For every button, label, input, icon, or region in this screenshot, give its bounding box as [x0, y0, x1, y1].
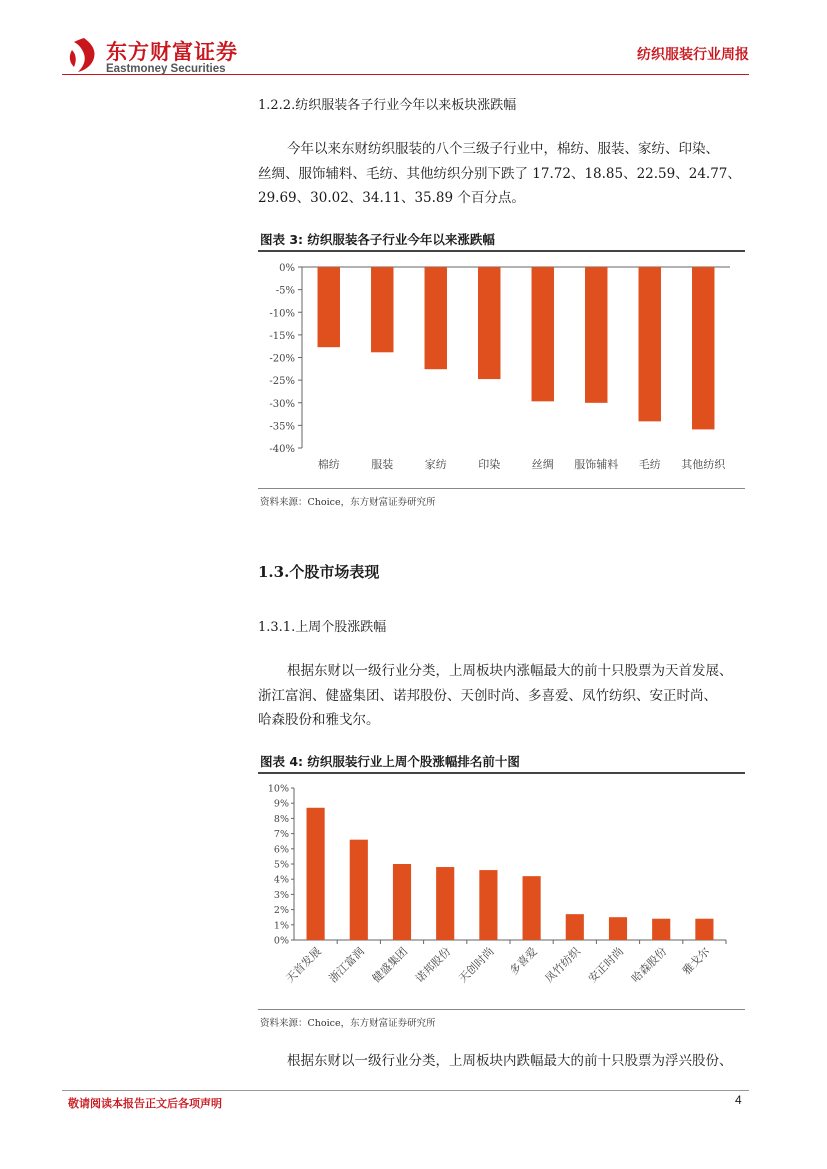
- subindustry-bar-chart: [258, 254, 748, 484]
- y-tick-label: -5%: [275, 285, 295, 297]
- x-category-label: 诺邦股份: [413, 944, 454, 986]
- y-tick-label: -30%: [269, 398, 295, 410]
- figure-3-bottom-rule: [258, 488, 745, 489]
- paragraph-line: 今年以来东财纺织服装的八个三级子行业中，棉纺、服装、家纺、印染、: [287, 141, 719, 157]
- x-category-label: 服饰辅料: [574, 458, 619, 471]
- x-category-label: 家纺: [424, 458, 447, 471]
- logo-chinese-name: 东方财富证券: [106, 40, 238, 64]
- bar: [585, 267, 607, 403]
- x-category-label: 哈森股份: [629, 944, 670, 986]
- y-tick-label: -35%: [269, 421, 295, 433]
- bar: [436, 867, 454, 940]
- figure-4-source: 资料来源：Choice，东方财富证券研究所: [260, 1018, 436, 1029]
- bar: [479, 870, 497, 940]
- figure-3-title: 图表 3: 纺织服装各子行业今年以来涨跌幅: [260, 232, 495, 247]
- top-gainers-bar-chart: [258, 776, 748, 1006]
- bar: [609, 917, 627, 940]
- y-tick-label: 10%: [267, 783, 289, 795]
- paragraph-subindustry-performance: [258, 137, 758, 211]
- bar: [478, 267, 500, 379]
- paragraph-line: 丝绸、服饰辅料、毛纺、其他纺织分别下跌了 17.72、18.85、22.59、24.77、: [258, 165, 741, 182]
- y-tick-label: -20%: [269, 353, 295, 365]
- y-tick-label: 2%: [273, 905, 289, 917]
- bar: [652, 919, 670, 940]
- bar: [393, 864, 411, 940]
- figure-4-title: 图表 4: 纺织服装行业上周个股涨幅排名前十图: [260, 754, 520, 769]
- x-category-label: 天创时尚: [456, 944, 497, 986]
- page-number: 4: [735, 1093, 742, 1107]
- bar: [639, 267, 661, 421]
- x-category-label: 健盛集团: [369, 944, 411, 986]
- y-tick-label: 0%: [279, 263, 295, 274]
- section-heading-1-2-2: 1.2.2.纺织服装各子行业今年以来板块涨跌幅: [258, 98, 517, 113]
- bar: [692, 267, 714, 429]
- figure-3-source: 资料来源：Choice，东方财富证券研究所: [260, 497, 436, 508]
- y-tick-label: 8%: [273, 813, 289, 825]
- bar: [523, 876, 541, 940]
- figure-4-bottom-rule: [258, 1009, 745, 1010]
- x-category-label: 服装: [371, 458, 394, 471]
- bar: [371, 267, 393, 352]
- figure-3-chart: [258, 254, 748, 488]
- report-name: 纺织服装行业周报: [637, 47, 749, 63]
- y-tick-label: 7%: [273, 829, 289, 841]
- y-tick-label: 0%: [273, 935, 289, 947]
- bar: [350, 840, 368, 940]
- paragraph-line: 哈森股份和雅戈尔。: [258, 712, 380, 729]
- eastmoney-logo-icon: [66, 36, 102, 74]
- y-tick-label: -15%: [269, 330, 295, 342]
- y-tick-label: 4%: [273, 874, 289, 886]
- paragraph-line: 浙江富润、健盛集团、诺邦股份、天创时尚、多喜爱、凤竹纺织、安正时尚、: [258, 687, 717, 704]
- x-category-label: 雅戈尔: [679, 944, 713, 978]
- bar: [532, 267, 554, 401]
- x-category-label: 丝绸: [531, 458, 554, 471]
- paragraph-top-losers: [258, 1049, 758, 1074]
- y-tick-label: 9%: [273, 798, 289, 810]
- section-heading-1-3: 1.3.个股市场表现: [258, 563, 380, 581]
- x-category-label: 天首发展: [283, 944, 324, 986]
- x-category-label: 凤竹纺织: [542, 944, 583, 986]
- y-tick-label: -40%: [269, 444, 295, 455]
- y-tick-label: -25%: [269, 376, 295, 388]
- footer-disclaimer-note: 敬请阅读本报告正文后各项声明: [68, 1097, 222, 1110]
- x-category-label: 安正时尚: [585, 944, 627, 986]
- paragraph-top-gainers: [258, 659, 758, 733]
- footer-divider: [62, 1090, 749, 1091]
- header-divider: [62, 74, 749, 75]
- figure-4-top-rule: [258, 772, 745, 774]
- y-tick-label: 5%: [273, 859, 289, 871]
- bar: [318, 267, 340, 347]
- figure-4-chart: [258, 776, 748, 1010]
- x-category-label: 浙江富润: [326, 944, 367, 986]
- section-heading-1-3-1: 1.3.1.上周个股涨跌幅: [258, 620, 387, 635]
- paragraph-line: 根据东财以一级行业分类，上周板块内涨幅最大的前十只股票为天首发展、: [287, 663, 733, 679]
- x-category-label: 毛纺: [638, 458, 661, 471]
- bar: [566, 914, 584, 940]
- bar: [307, 808, 325, 940]
- y-tick-label: 6%: [273, 844, 289, 856]
- y-tick-label: 1%: [273, 920, 289, 932]
- figure-3-top-rule: [258, 250, 745, 252]
- x-category-label: 印染: [478, 458, 501, 471]
- logo-english-name: Eastmoney Securities: [106, 63, 226, 75]
- x-category-label: 多喜爱: [507, 944, 540, 978]
- x-category-label: 其他纺织: [681, 458, 726, 471]
- x-category-label: 棉纺: [317, 458, 340, 471]
- paragraph-line: 29.69、30.02、34.11、35.89 个百分点。: [258, 190, 525, 207]
- y-tick-label: 3%: [273, 889, 289, 901]
- bar: [695, 919, 713, 940]
- company-logo: [66, 34, 256, 78]
- y-tick-label: -10%: [269, 308, 295, 320]
- bar: [425, 267, 447, 369]
- paragraph-line: 根据东财以一级行业分类，上周板块内跌幅最大的前十只股票为浮兴股份、: [287, 1053, 733, 1069]
